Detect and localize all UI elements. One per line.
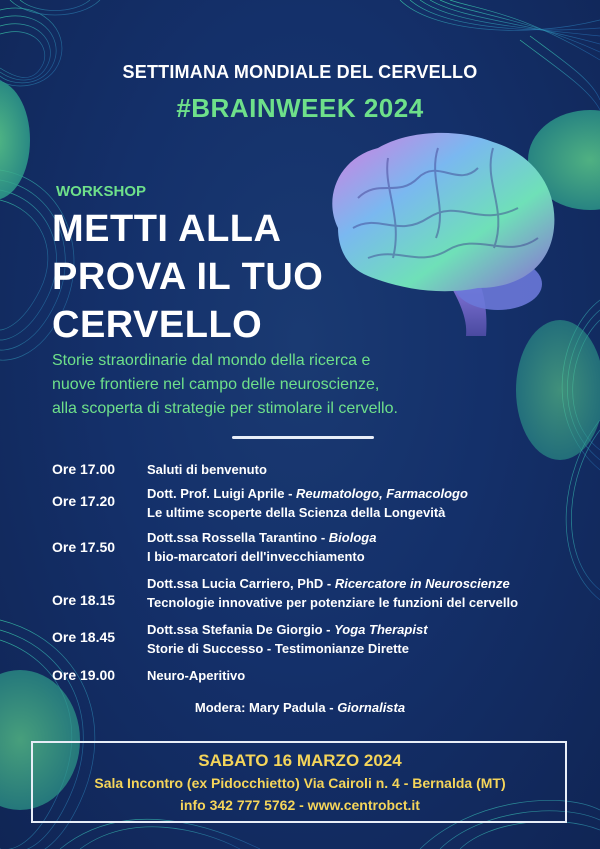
schedule-speaker: Dott.ssa Rossella Tarantino - bbox=[147, 530, 329, 545]
schedule-role: Ricercatore in Neuroscienze bbox=[334, 576, 510, 591]
event-venue: Sala Incontro (ex Pidocchietto) Via Cairoli n. 4 - Bernalda (MT) bbox=[94, 775, 506, 791]
event-hashtag: #BRAINWEEK 2024 bbox=[176, 93, 424, 123]
schedule-speaker: Neuro-Aperitivo bbox=[147, 668, 246, 683]
schedule-topic: Storie di Successo - Testimonianze Dirette bbox=[147, 641, 409, 656]
moderator-name: Modera: Mary Padula - bbox=[194, 700, 338, 715]
event-type-label: WORKSHOP bbox=[56, 183, 146, 200]
schedule-role: Reumatologo, Farmacologo bbox=[296, 486, 468, 501]
schedule-time: Ore 17.00 bbox=[52, 461, 116, 477]
event-subtitle-line: alla scoperta di strategie per stimolare il cervello. bbox=[52, 400, 398, 417]
schedule-role: Biologa bbox=[328, 530, 377, 545]
schedule-speaker: Dott.ssa Lucia Carriero, PhD - bbox=[147, 576, 335, 591]
schedule-speaker-line bbox=[147, 622, 428, 637]
event-date: SABATO 16 MARZO 2024 bbox=[198, 751, 402, 770]
schedule-time: Ore 18.45 bbox=[52, 629, 116, 645]
schedule-topic: I bio-marcatori dell'invecchiamento bbox=[147, 549, 365, 564]
event-title-line: CERVELLO bbox=[52, 304, 263, 346]
moderator-role: Giornalista bbox=[337, 700, 406, 715]
event-title-line: PROVA IL TUO bbox=[52, 256, 324, 298]
schedule-speaker: Dott.ssa Stefania De Giorgio - bbox=[147, 622, 335, 637]
schedule-time: Ore 17.20 bbox=[52, 493, 116, 509]
event-contact: info 342 777 5762 - www.centrobct.it bbox=[180, 797, 420, 813]
schedule-time: Ore 18.15 bbox=[52, 592, 116, 608]
schedule-topic: Le ultime scoperte della Scienza della Longevità bbox=[147, 505, 446, 520]
divider bbox=[232, 436, 374, 439]
schedule-time: Ore 17.50 bbox=[52, 539, 116, 555]
brain-illustration bbox=[318, 128, 568, 338]
schedule-topic: Tecnologie innovative per potenziare le funzioni del cervello bbox=[147, 595, 519, 610]
schedule-speaker: Dott. Prof. Luigi Aprile - bbox=[147, 486, 297, 501]
schedule-speaker-line bbox=[147, 486, 468, 501]
event-title-line: METTI ALLA bbox=[52, 208, 282, 250]
event-subtitle-line: Storie straordinarie dal mondo della ricerca e bbox=[52, 352, 371, 369]
event-subtitle-line: nuove frontiere nel campo delle neuroscienze, bbox=[52, 376, 380, 393]
schedule-time: Ore 19.00 bbox=[52, 667, 116, 683]
schedule-speaker-line bbox=[147, 530, 376, 545]
schedule-speaker: Saluti di benvenuto bbox=[147, 462, 267, 477]
moderator-line bbox=[0, 700, 600, 715]
schedule-role: Yoga Therapist bbox=[334, 622, 428, 637]
schedule-speaker-line bbox=[147, 576, 510, 591]
event-series-title: SETTIMANA MONDIALE DEL CERVELLO bbox=[122, 62, 478, 82]
